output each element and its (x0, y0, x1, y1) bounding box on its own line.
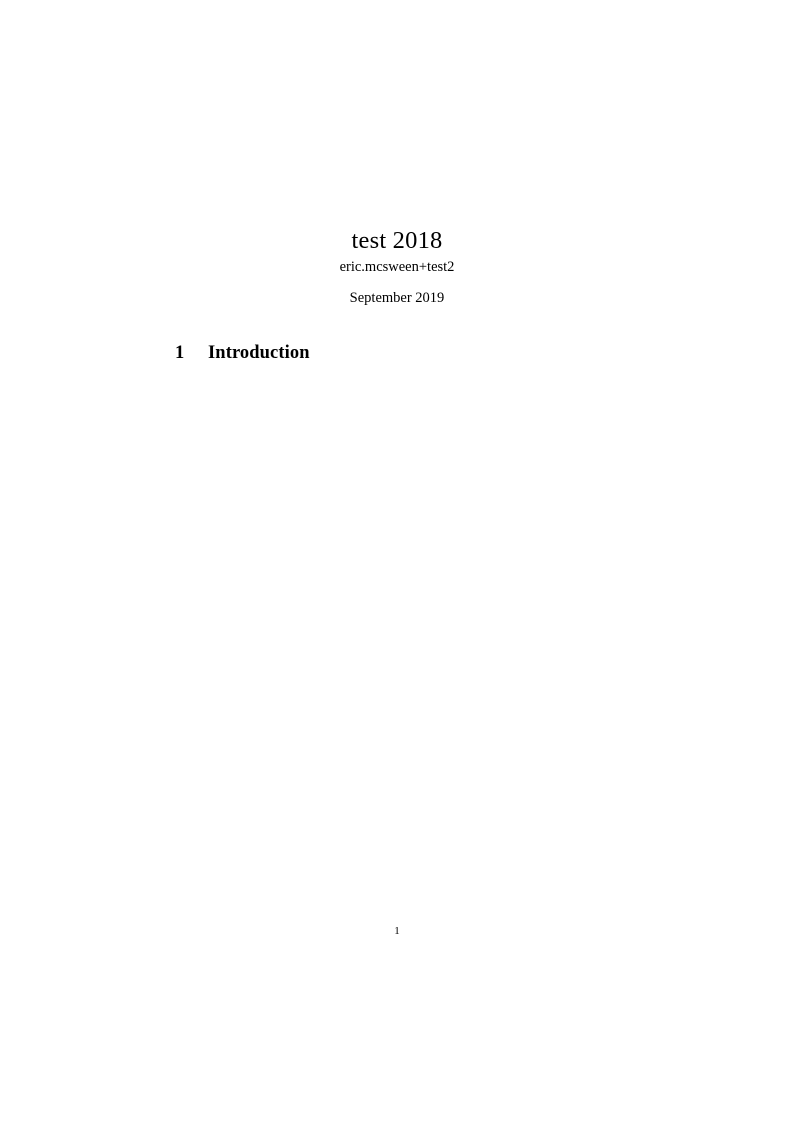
section-number: 1 (175, 343, 185, 363)
document-author: eric.mcsween+test2 (339, 259, 455, 275)
page-number: 1 (394, 925, 400, 937)
document-date: September 2019 (349, 290, 445, 306)
section-heading-introduction (175, 343, 310, 364)
document-title: test 2018 (351, 227, 443, 255)
section-title: Introduction (208, 343, 310, 363)
